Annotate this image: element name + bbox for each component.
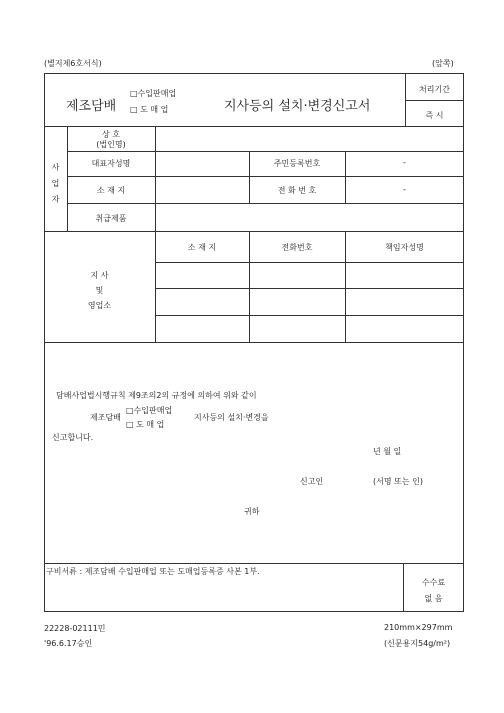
business-label-2: 업 — [51, 179, 60, 188]
title-option-import: □수입판매업 — [130, 89, 177, 98]
processing-label: 처리기간 — [419, 85, 450, 94]
rule-title-bottom — [44, 126, 464, 127]
rule-br3 — [155, 315, 464, 316]
phone-label: 전 화 번 호 — [277, 186, 317, 195]
paper-type: (신문용지54g/m²) — [384, 639, 451, 648]
reporter-label: 신고인 — [300, 477, 324, 486]
rule-b1 — [67, 151, 464, 152]
name-sub-label: (법인명) — [96, 140, 126, 149]
rule-declaration-bottom — [44, 563, 464, 564]
branch-label-3: 영업소 — [87, 301, 112, 310]
col-address: 소 재 지 — [187, 243, 217, 252]
rule-business-bottom — [44, 231, 464, 232]
declaration-option-import: □수입판매업 — [126, 406, 173, 415]
fee-label: 수수료 — [421, 578, 446, 587]
business-label-1: 사 — [51, 163, 60, 172]
branch-label-1: 지 사 — [90, 271, 109, 280]
name-label: 상 호 — [102, 130, 120, 139]
phone-value: - — [403, 185, 406, 194]
rule-branch-bottom — [44, 342, 464, 343]
declaration-option-wholesale: □ 도 매 업 — [126, 420, 165, 429]
rule-br1 — [155, 262, 464, 263]
resident-label: 주민등록번호 — [273, 159, 321, 168]
col-phone: 전화번호 — [281, 243, 313, 252]
rep-label: 대표자성명 — [91, 159, 131, 168]
declaration-date: 년 월 일 — [373, 447, 402, 456]
page-side: (앞쪽) — [432, 59, 454, 68]
branch-label-2: 및 — [95, 286, 104, 295]
declaration-suffix: 지사등의 설치·변경을 — [194, 413, 269, 422]
declaration-line1: 담배사업법시행규칙 제9조의2의 규정에 의하여 위와 같이 — [56, 391, 257, 400]
title-option-wholesale: □ 도 매 업 — [130, 105, 169, 114]
required-documents: 구비서류 : 제조담배 수입판매업 또는 도매업등록증 사본 1부. — [46, 567, 260, 576]
paper-size: 210mm×297mm — [384, 623, 453, 632]
col-manager: 책임자성명 — [385, 243, 424, 252]
fee-value: 없 음 — [424, 594, 443, 603]
declaration-prefix: 제조담배 — [90, 413, 121, 422]
approval-date: '96.6.17승인 — [44, 639, 93, 648]
rule-processing — [405, 100, 464, 101]
title-main: 지사등의 설치·변경신고서 — [224, 99, 371, 114]
title-prefix: 제조담배 — [66, 99, 117, 114]
rule-col1 — [155, 126, 156, 343]
rule-br2 — [155, 288, 464, 289]
products-label: 취급제품 — [95, 214, 127, 223]
form-code: (별지제6호서식) — [44, 59, 102, 68]
address-label: 소 재 지 — [96, 186, 126, 195]
addressee: 귀하 — [244, 507, 260, 516]
form-number: 22228-02111민 — [44, 624, 106, 633]
declaration-line3: 신고합니다. — [52, 433, 94, 442]
business-label-3: 자 — [51, 195, 60, 204]
rule-b2 — [67, 176, 464, 177]
resident-value: - — [403, 158, 406, 167]
signature-label: (서명 또는 인) — [373, 477, 423, 486]
processing-value: 즉 시 — [425, 111, 444, 120]
rule-b3 — [67, 203, 464, 204]
